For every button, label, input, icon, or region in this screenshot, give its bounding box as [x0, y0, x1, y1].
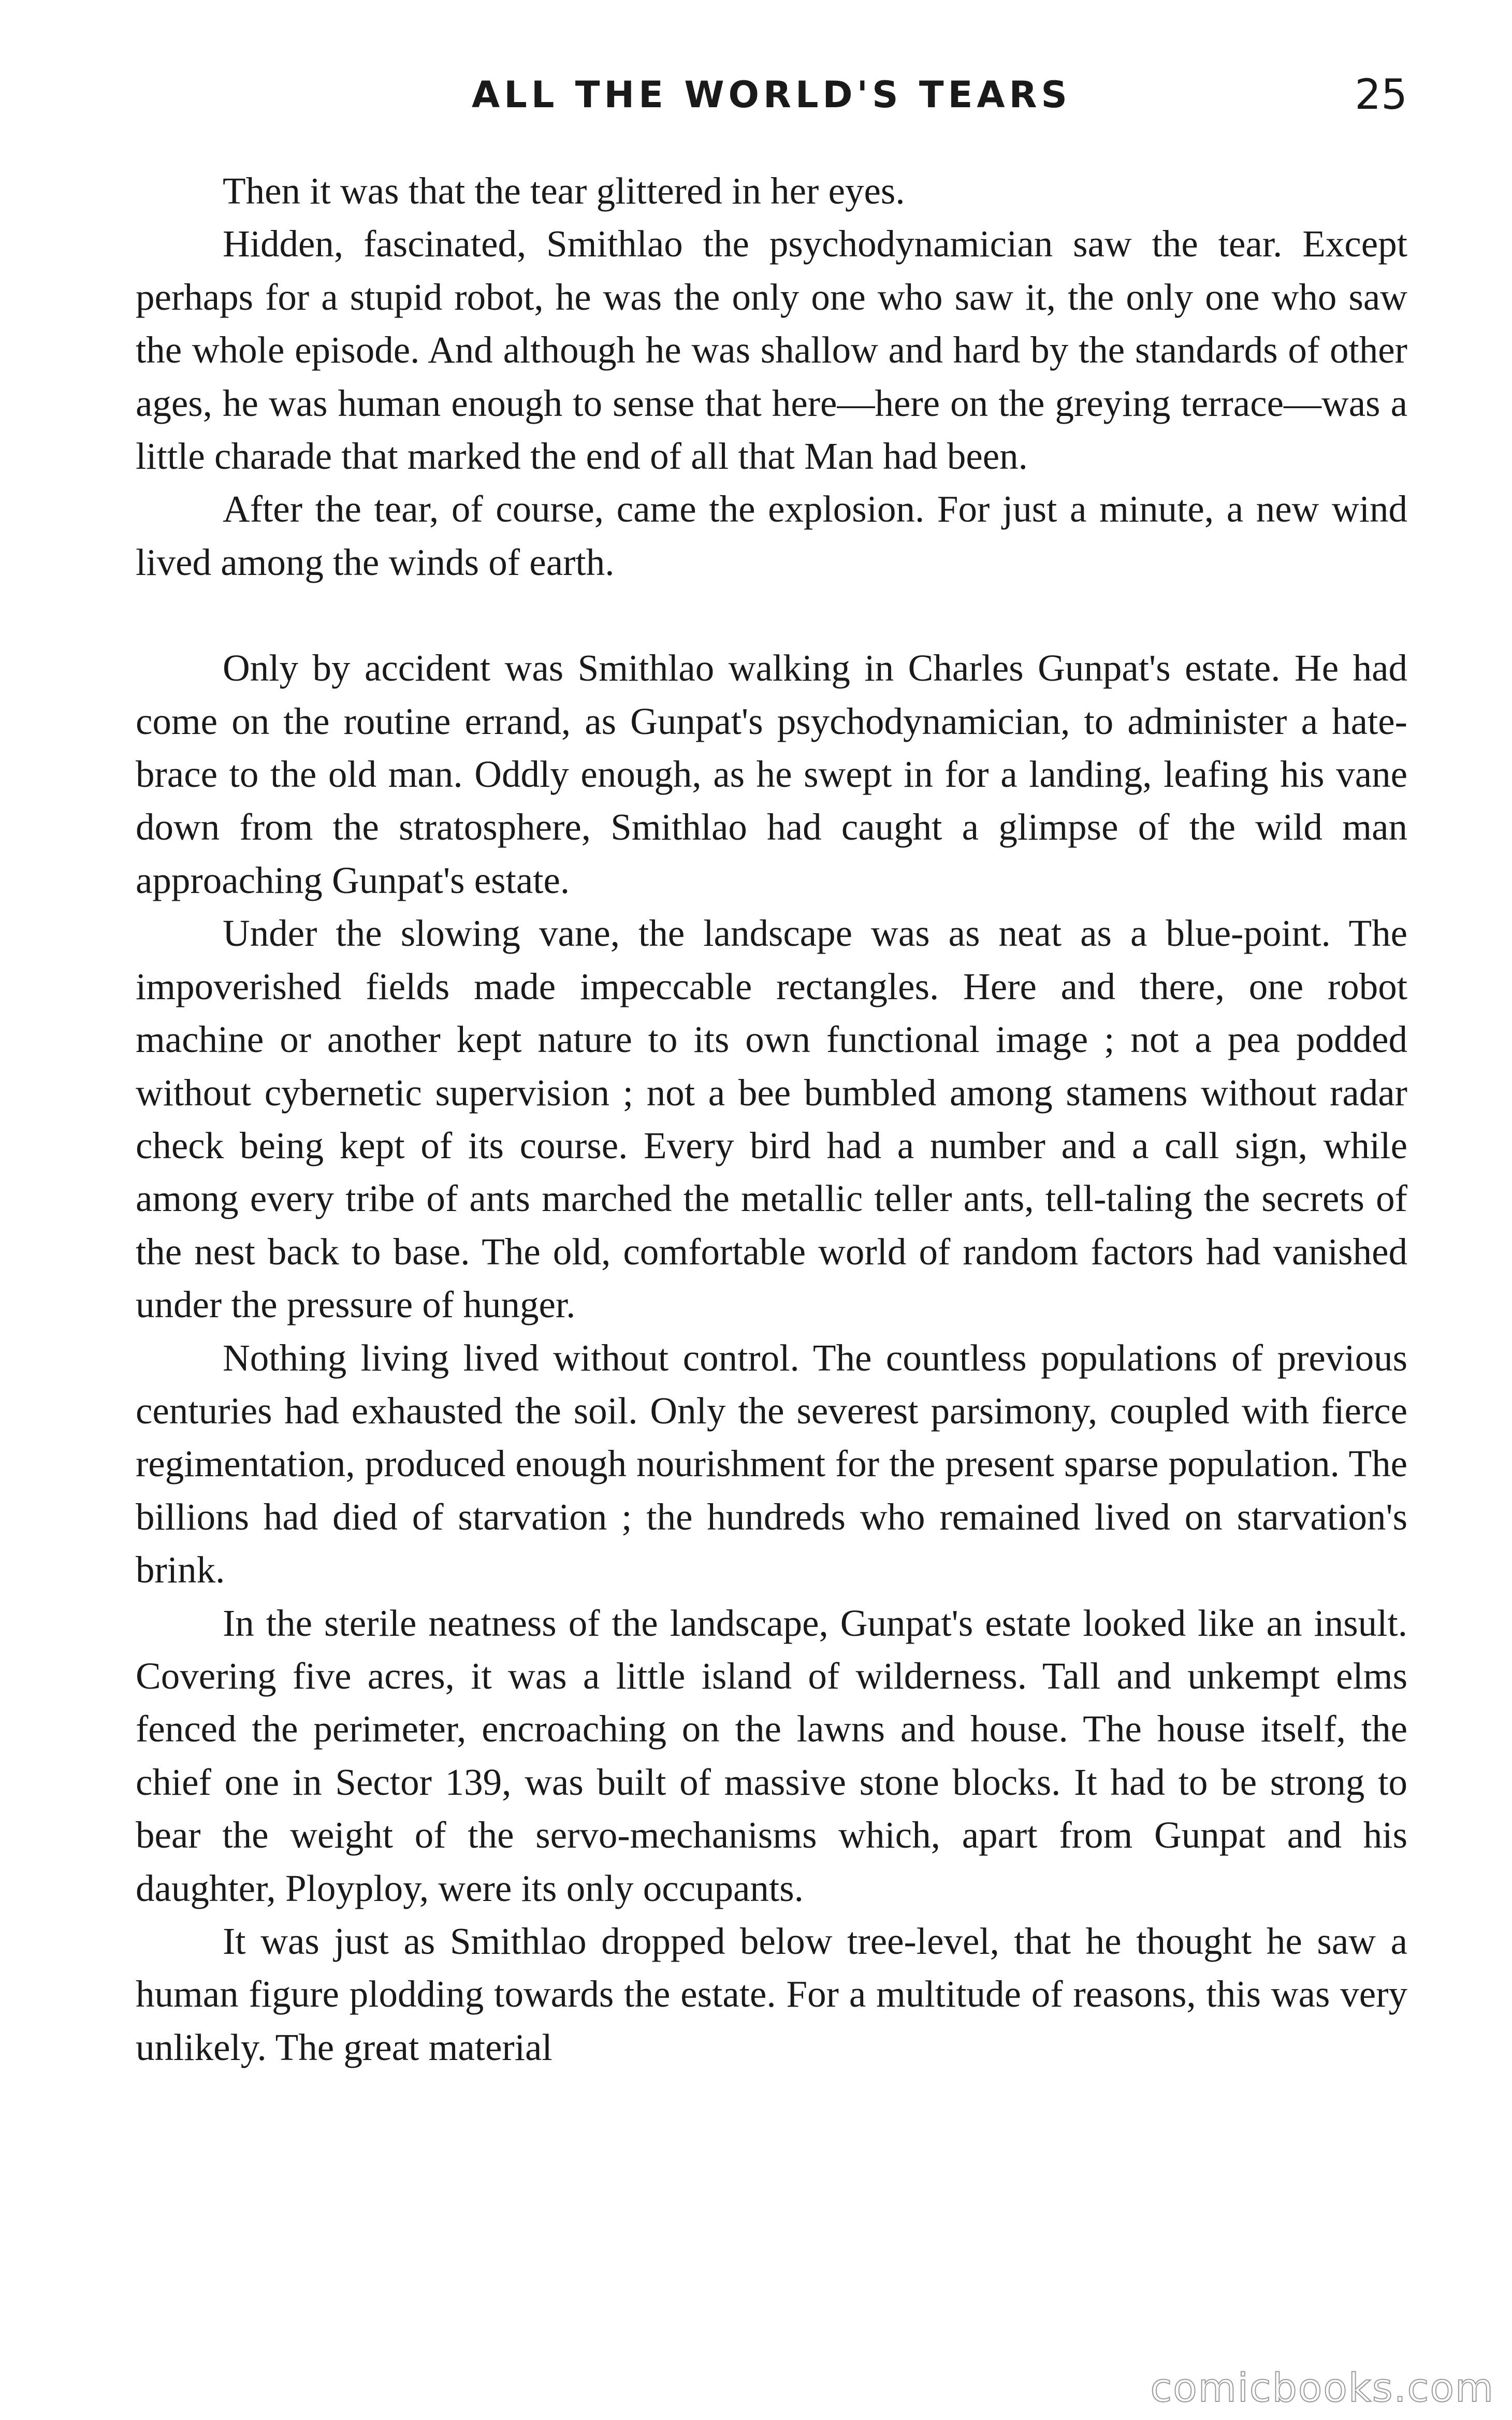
paragraph: After the tear, of course, came the explosion. For just a minute, a new wind lived among the winds of earth. [136, 488, 1407, 583]
paragraph: It was just as Smithlao dropped below tree-level, that he thought he saw a human figure plodding towards the estate. For a multitude of reasons, this was very unlikely. The great material [136, 1920, 1407, 2068]
paragraph: Under the slowing vane, the landscape was as neat as a blue-point. The impoverished fields made impeccable rectangles. Here and there, one robot machine or another kept nature to its own functional image ; not a pea podded without cybernetic supervision ; not a bee bumbled among stamens without radar check being kept of its course. Every bird had a number and a call sign, while among every tribe of ants marched the metallic teller ants, tell-taling the secrets of the nest back to base. The old, comfortable world of random factors had vanished under the pressure of hunger. [136, 912, 1407, 1326]
paragraph: In the sterile neatness of the landscape, Gunpat's estate looked like an insult. Covering five acres, it was a little island of wilderness. Tall and unkempt elms fenced the perimeter, encroaching on the lawns and house. The house itself, the chief one in Sector 139, was built of massive stone blocks. It had to be strong to bear the weight of the servo-mechanisms which, apart from Gunpat and his daughter, Ployploy, were its only occupants. [136, 1602, 1407, 1909]
running-title: ALL THE WORLD'S TEARS [472, 74, 1071, 116]
paragraph: Hidden, fascinated, Smithlao the psychodynamician saw the tear. Except perhaps for a stupid robot, he was the only one who saw it, the only one who saw the whole episode. And although he was shallow and hard by the standards of other ages, he was human enough to sense that here—here on the greying terrace—was a little charade that marked the end of all that Man had been. [136, 223, 1407, 478]
watermark-logo: comicbooks.com [1150, 2365, 1494, 2411]
body-text [136, 165, 1407, 2074]
paragraph: Nothing living lived without control. The countless populations of previous centuries had exhausted the soil. Only the severest parsimony, coupled with fierce regimentation, produced enough nourishment for the present sparse population. The billions had died of starvation ; the hundreds who remained lived on starvation's brink. [136, 1336, 1407, 1591]
running-header [136, 66, 1407, 128]
paragraph-section-start: Only by accident was Smithlao walking in Charles Gunpat's estate. He had come on the routine errand, as Gunpat's psychodynamician, to administer a hate-brace to the old man. Oddly enough, as he swept in for a landing, leafing his vane down from the stratosphere, Smithlao had caught a glimpse of the wild man approaching Gunpat's estate. [136, 647, 1407, 901]
paragraph: Then it was that the tear glittered in her eyes. [223, 170, 905, 212]
page-number: 25 [1355, 70, 1407, 119]
